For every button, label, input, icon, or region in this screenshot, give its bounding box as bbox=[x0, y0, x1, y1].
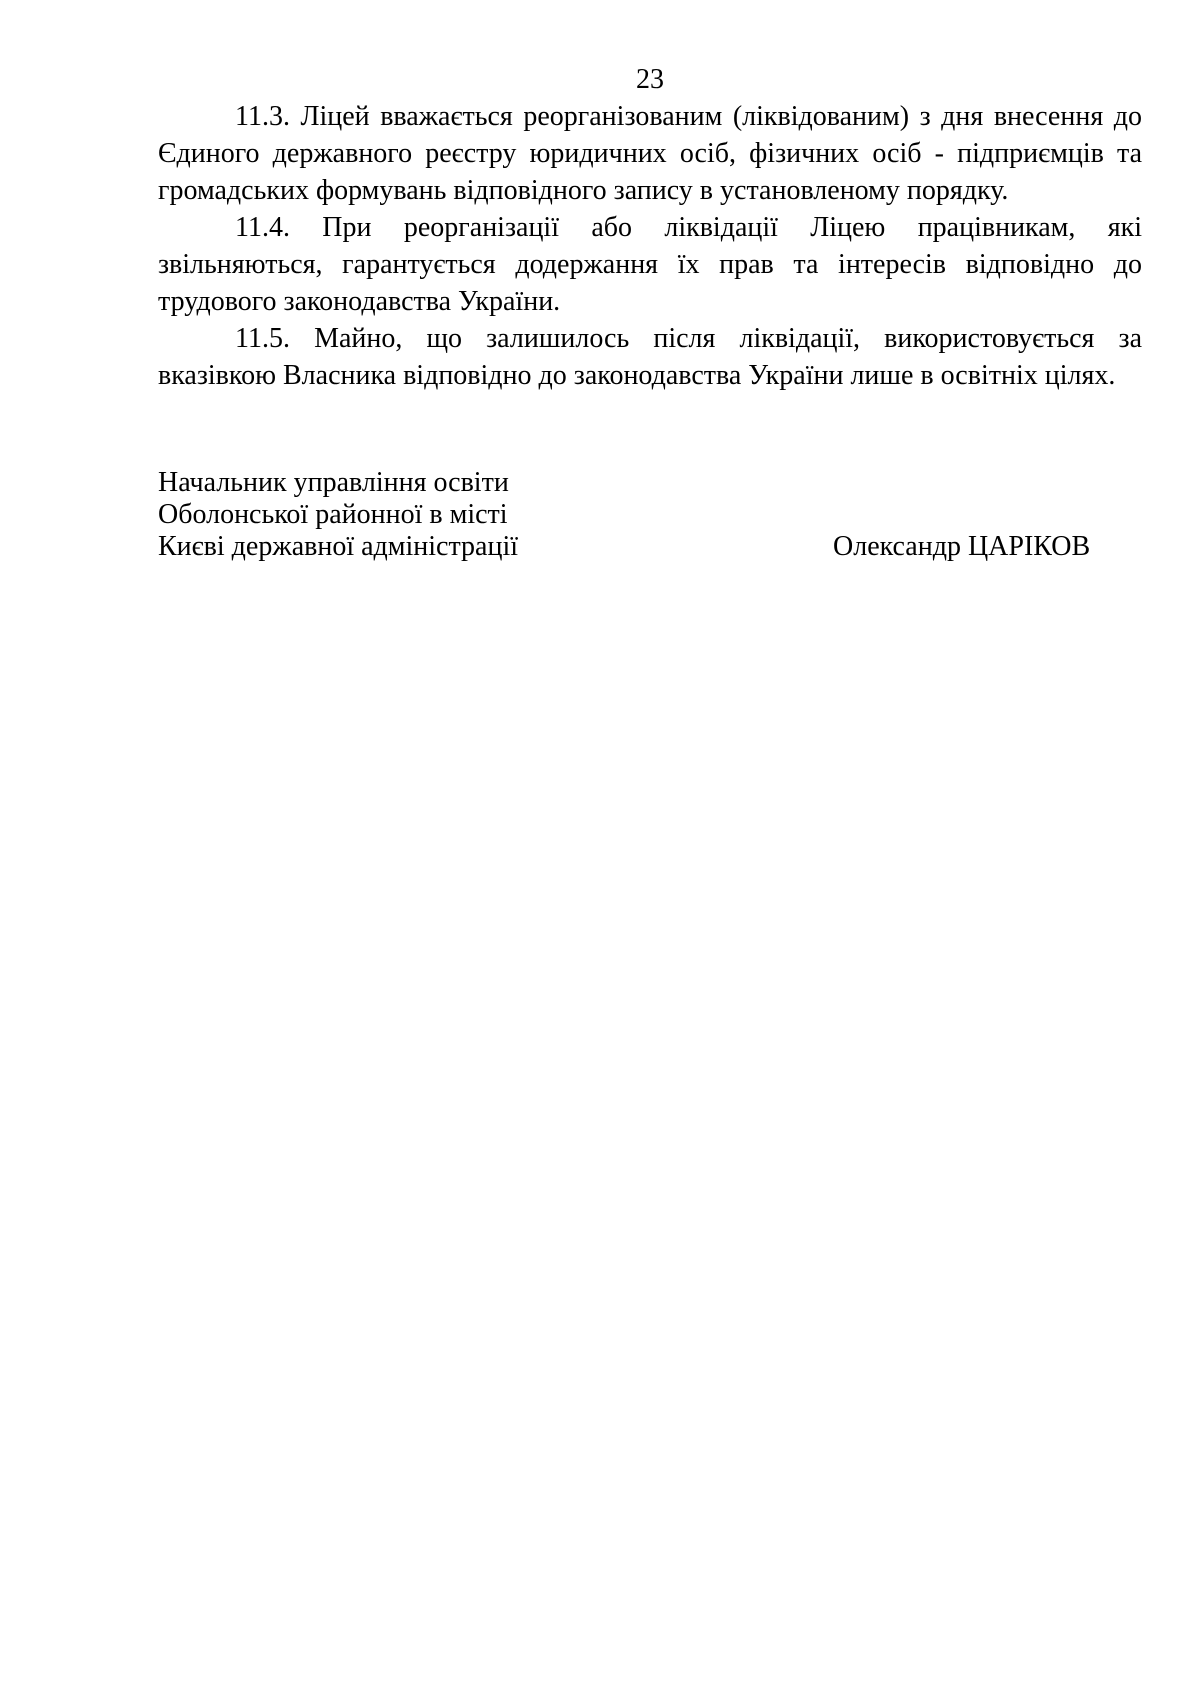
paragraph-11-3-line-2: Єдиного державного реєстру юридичних осіб, фізичних осіб - підприємців та bbox=[158, 138, 1142, 169]
paragraph-11-3 bbox=[158, 98, 1142, 209]
paragraph-11-5-line-1: 11.5. Майно, що залишилось після ліквідації, використовується за bbox=[235, 323, 1142, 354]
paragraph-11-3-line-3: громадських формувань відповідного запису в установленому порядку. bbox=[158, 175, 1009, 206]
paragraph-11-4-line-3: трудового законодавства України. bbox=[158, 286, 561, 317]
page-content bbox=[158, 61, 1142, 563]
signatory-title-line-1: Начальник управління освіти bbox=[158, 467, 509, 498]
signatory-title-line-3: Києві державної адміністрації bbox=[158, 531, 519, 562]
paragraph-11-3-line-1: 11.3. Ліцей вважається реорганізованим (ліквідованим) з дня внесення до bbox=[235, 101, 1142, 132]
paragraph-11-5-line-2: вказівкою Власника відповідно до законодавства України лише в освітніх цілях. bbox=[158, 360, 1116, 391]
paragraph-11-5 bbox=[158, 320, 1142, 394]
paragraph-11-4-line-2: звільняються, гарантується додержання їх прав та інтересів відповідно до bbox=[158, 249, 1142, 280]
page-number: 23 bbox=[636, 64, 664, 95]
signatory-name: Олександр ЦАРІКОВ bbox=[833, 531, 1091, 562]
paragraph-11-4-line-1: 11.4. При реорганізації або ліквідації Ліцею працівникам, які bbox=[235, 212, 1142, 243]
signatory-title-line-2: Оболонської районної в місті bbox=[158, 499, 508, 530]
paragraph-11-4 bbox=[158, 209, 1142, 320]
signature-block bbox=[158, 467, 1142, 563]
